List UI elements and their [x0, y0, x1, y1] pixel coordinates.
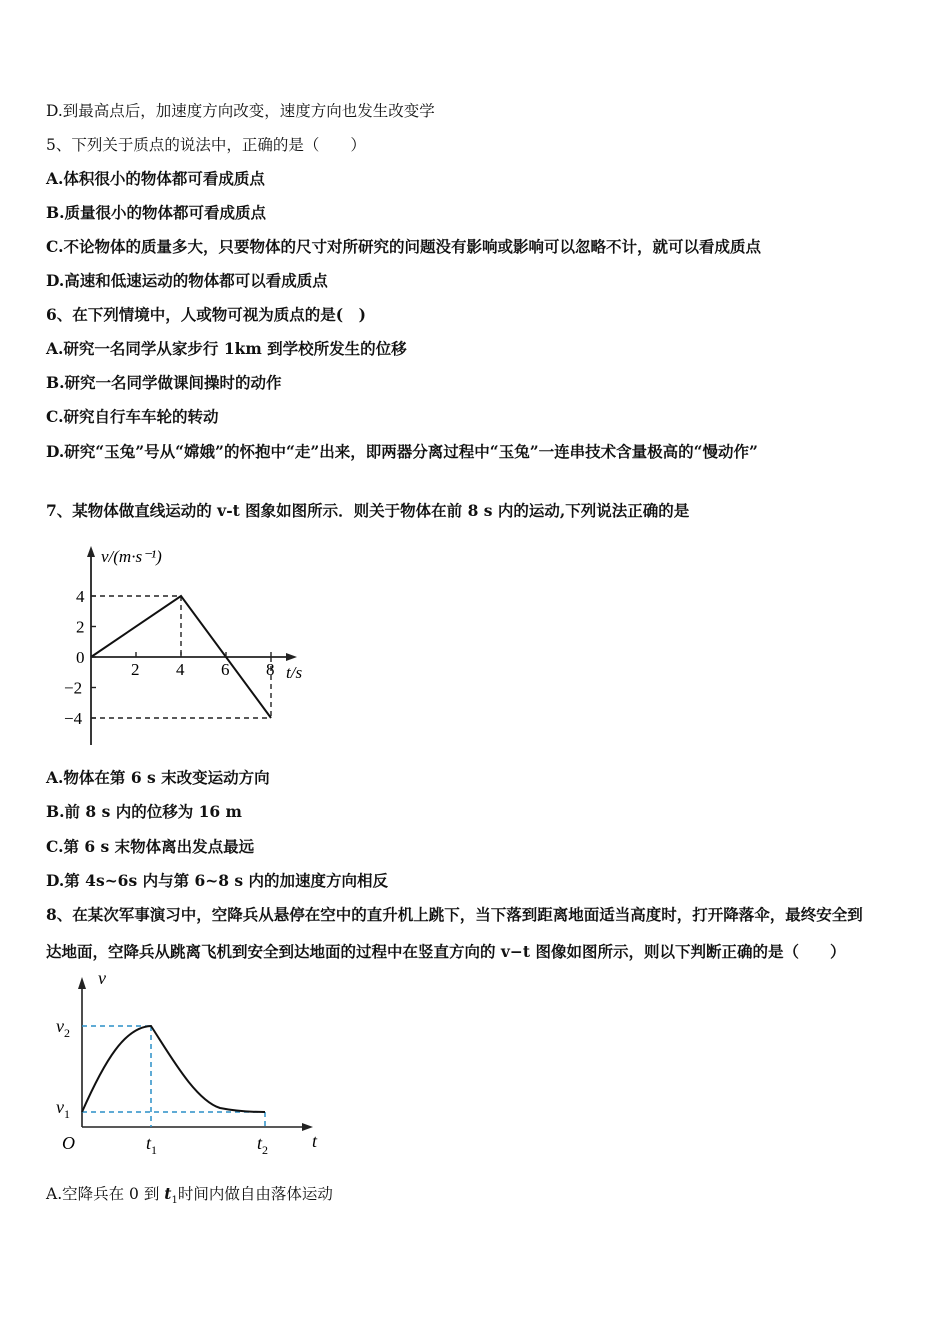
q7-x-tick-label: 4 [176, 660, 185, 679]
question-5-option-d: D.高速和低速运动的物体都可以看成质点 [46, 271, 328, 290]
q7-y-arrow [87, 546, 95, 557]
question-8-option-a: A.空降兵在 0 到 $t_1$时间内做自由落体运动 [46, 1184, 333, 1207]
q8-origin-label: O [62, 1133, 75, 1153]
q7-y-tick-label: 4 [76, 587, 85, 606]
question-7-option-a: A.物体在第 6 s 末改变运动方向 [46, 768, 270, 787]
question-5-option-a: A.体积很小的物体都可看成质点 [46, 169, 265, 188]
q8-v1-label: $v_1$ [56, 1097, 70, 1121]
q8-ylabel: v [98, 968, 106, 988]
q7-y-tick-label: −4 [64, 709, 83, 728]
q8-v2-label: $v_2$ [56, 1016, 70, 1040]
question-6-option-c: C.研究自行车车轮的转动 [46, 407, 219, 426]
q7-vt-chart [60, 540, 330, 750]
question-8-stem-line2: 达地面，空降兵从跳离飞机到安全到达地面的过程中在竖直方向的 v−t 图像如图所示，则以下判断正确的是（ ） [46, 942, 846, 961]
q7-ylabel: v/(m·s⁻¹) [101, 547, 162, 566]
question-7-option-c: C.第 6 s 末物体离出发点最远 [46, 837, 255, 856]
question-6-option-b: B.研究一名同学做课间操时的动作 [46, 373, 282, 392]
q7-x-arrow [286, 653, 297, 661]
question-6-stem: 6、在下列情境中，人或物可视为质点的是( ) [46, 305, 366, 324]
question-5-stem: 5、下列关于质点的说法中，正确的是（ ） [46, 136, 366, 154]
q8-guides [82, 1026, 265, 1127]
q7-x-tick-label: 2 [131, 660, 140, 679]
question-5-option-b: B.质量很小的物体都可看成质点 [46, 203, 266, 222]
question-5-option-c: C.不论物体的质量多大，只要物体的尺寸对所研究的问题没有影响或影响可以忽略不计，就可以看成质点 [46, 237, 761, 256]
q8-y-arrow [78, 977, 86, 989]
q7-y-tick-label: 2 [76, 617, 85, 637]
q8-x-arrow [302, 1123, 313, 1131]
q8-vt-chart [50, 965, 325, 1160]
q8-t2-label: $t_2$ [257, 1133, 269, 1157]
question-7-option-b: B.前 8 s 内的位移为 16 m [46, 802, 242, 821]
question-4-option-d: D.到最高点后，加速度方向改变，速度方向也发生改变学 [46, 102, 435, 120]
q8-t1-label: $t_1$ [146, 1133, 158, 1157]
q7-xlabel: t/s [286, 663, 303, 682]
q7-y-tick-label: 0 [76, 648, 85, 667]
question-8-stem-line1: 8、在某次军事演习中，空降兵从悬停在空中的直升机上跳下，当下落到距离地面适当高度时，打开降落伞，最终安全到 [46, 905, 863, 924]
q7-y-tick-label: −2 [64, 678, 83, 698]
q8-xlabel: t [312, 1131, 318, 1151]
question-6-option-a: A.研究一名同学从家步行 1km 到学校所发生的位移 [46, 339, 407, 358]
question-6-option-d: D.研究“玉兔”号从“嫦娥”的怀抱中“走”出来，即两器分离过程中“玉兔”一连串技术含量极高的“慢动作” [46, 442, 758, 461]
question-7-option-d: D.第 4s~6s 内与第 6~8 s 内的加速度方向相反 [46, 871, 389, 890]
q8-velocity-curve [82, 1026, 265, 1112]
question-7-stem: 7、某物体做直线运动的 v-t 图象如图所示．则关于物体在前 8 s 内的运动,下列说法正确的是 [46, 501, 690, 520]
q7-x-tick-label: 6 [221, 660, 230, 679]
q7-x-tick-label: 8 [266, 660, 275, 679]
